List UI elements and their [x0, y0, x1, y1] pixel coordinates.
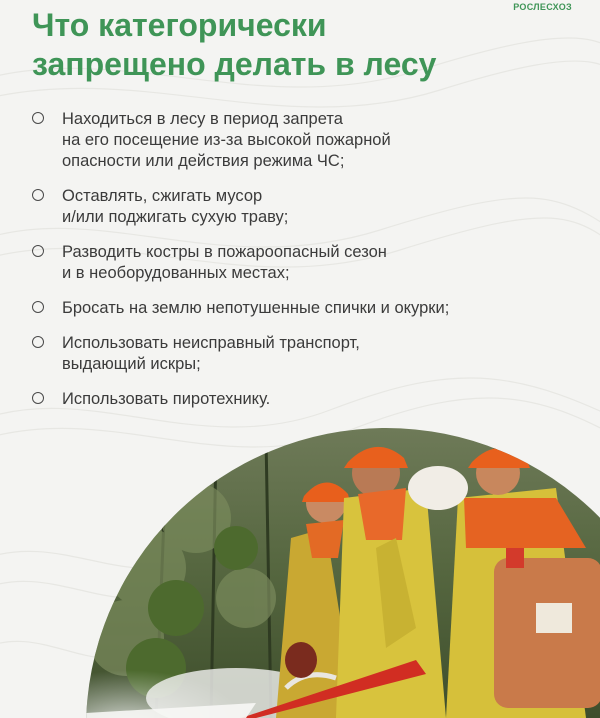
rule-text-line: на его посещение из-за высокой пожарной — [62, 131, 391, 149]
circle-bullet-icon — [32, 301, 44, 313]
rule-item — [30, 333, 570, 375]
circle-bullet-icon — [32, 392, 44, 404]
rule-item — [30, 186, 570, 228]
rule-text-line: и в необорудованных местах; — [62, 264, 290, 282]
firefighters-photo — [86, 428, 600, 718]
rules-list — [30, 109, 570, 424]
circle-bullet-icon — [32, 112, 44, 124]
page-title-line-2: запрещено делать в лесу — [32, 46, 437, 82]
rule-text-line: Оставлять, сжигать мусор — [62, 187, 263, 205]
rule-item — [30, 109, 570, 172]
rule-text-line: и/или поджигать сухую траву; — [62, 208, 289, 226]
rule-text-line: выдающий искры; — [62, 355, 201, 373]
circle-bullet-icon — [32, 336, 44, 348]
rule-text-line: Находиться в лесу в период запрета — [62, 110, 343, 128]
rule-text-line: Использовать пиротехнику. — [62, 390, 271, 408]
rule-text-line: Разводить костры в пожароопасный сезон — [62, 243, 387, 261]
rule-text-line: Использовать неисправный транспорт, — [62, 334, 360, 352]
rule-text-line: опасности или действия режима ЧС; — [62, 152, 345, 170]
circle-bullet-icon — [32, 245, 44, 257]
page-title — [32, 6, 512, 84]
circle-bullet-icon — [32, 189, 44, 201]
rule-item — [30, 298, 570, 319]
rule-text-line: Бросать на землю непотушенные спички и окурки; — [62, 299, 450, 317]
page-title-line-1: Что категорически — [32, 7, 327, 43]
rosleshoz-logo: РОСЛЕСХОЗ — [513, 2, 572, 12]
rule-item — [30, 242, 570, 284]
rule-item — [30, 389, 570, 410]
